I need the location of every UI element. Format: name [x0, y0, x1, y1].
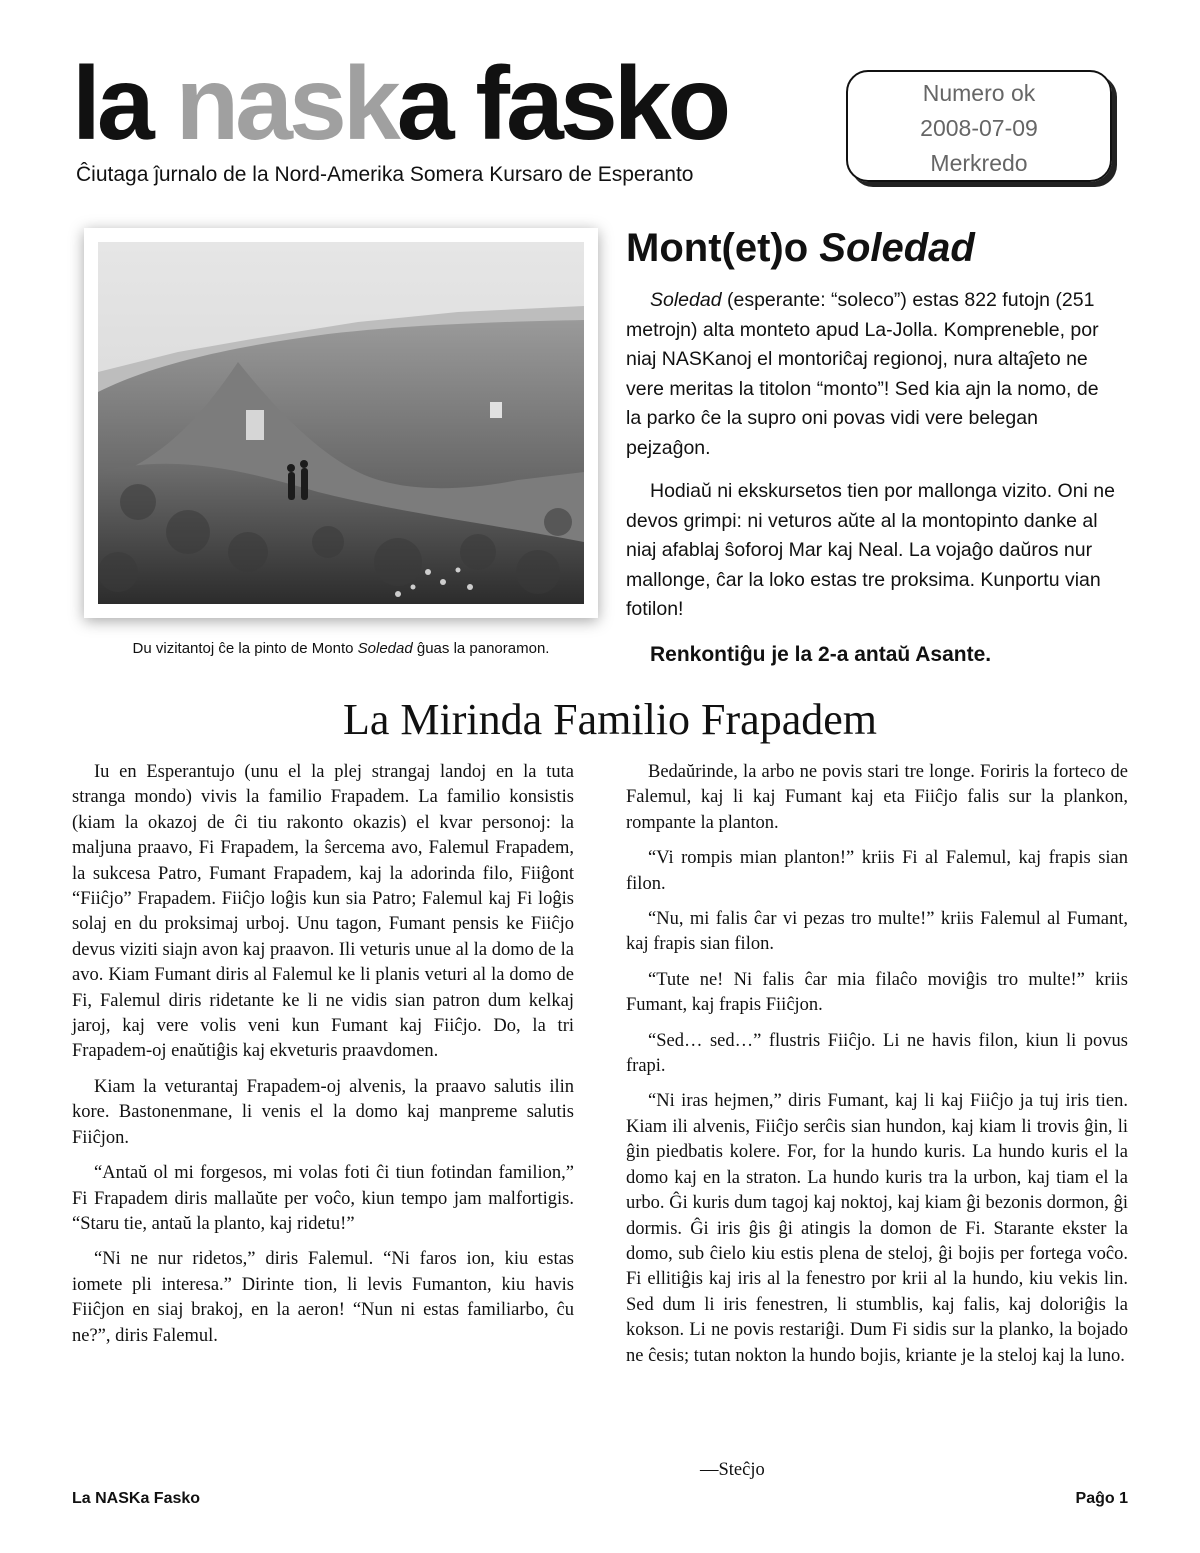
- right-paragraph: “Ni iras hejmen,” diris Fumant, kaj li kaj Fiiĉjo ja tuj iris tien. Kiam ili alvenis, Fiiĉjo serĉis sian hundon, kaj kiam li trovis ĝin, li ĝin piedbatis kolere. For, for la hundo kuris. La hundo kuris el la domo kaj en la straton. La hundo kuris tra la urbon, kaj tiam el la urbo. Ĝi kuris dum tagoj kaj noktoj, kaj kiam ĝi bezonis dormon, ĝi dormis. Ĝi iris ĝis ĝi atingis la domon de Fi. Starante ekster la domo, sub ĉielo kiu estis plena de steloj, ĝi bojis per fortega voĉo. Fi ellitiĝis kaj iris al la fenestro por krii al la hundo, kiu vekis lin. Sed dum li iris fenestren, li stumblis, kaj falis, kaj doloriĝis la kokson. Li ne povis restariĝi. Dum Fi sidis sur la planko, la bojado ne ĉesis; tutan nokton la hundo bojis, kriante je la steloj kaj la luno.: [626, 1091, 1128, 1366]
- right-paragraph: “Sed… sed…” flustris Fiiĉjo. Li ne havis filon, kiun li povus frapi.: [626, 1030, 1128, 1077]
- photo-caption-italic: Soledad: [357, 640, 413, 657]
- photo-caption-part2: ĝuas la panoramon.: [412, 640, 550, 657]
- top-article-paragraph-2: Hodiaŭ ni ekskursetos tien por mallonga vizito. Oni ne devos grimpi: ni veturos aŭte al la montopinto danke al niaj afablaj ŝoforoj Mar kaj Neal. La vojaĝo daŭros nur mallonge, ĉar la loko estas tre proksima. Kunportu vian fotilon!: [626, 480, 1115, 620]
- photo-frame: [84, 228, 598, 618]
- meeting-notice: Renkontiĝu je la 2-a antaŭ Asante.: [650, 643, 992, 666]
- article-signature: —Steĉjo: [700, 1460, 765, 1480]
- right-paragraph: Bedaŭrinde, la arbo ne povis stari tre longe. Foriris la forteco de Falemul, kaj li kaj Fumant kaj eta Fiiĉjo falis sur la plankon, rompante la planton.: [626, 762, 1128, 833]
- photo-caption-part1: Du vizitantoj ĉe la pinto de Monto: [132, 640, 358, 657]
- masthead-subtitle: Ĉiutaga ĵurnalo de la Nord-Amerika Somera Kursaro de Esperanto: [76, 163, 694, 186]
- footer-publication-name: La NASKa Fasko: [72, 1490, 201, 1507]
- main-article-left-column: [72, 760, 574, 1359]
- issue-weekday: Merkredo: [930, 150, 1028, 176]
- masthead-title: [72, 46, 728, 162]
- issue-date: 2008-07-09: [920, 115, 1038, 141]
- top-article-headline: [626, 226, 975, 271]
- left-paragraph: “Ni ne nur ridetos,” diris Falemul. “Ni faros ion, kiu estas iomete pli interesa.” Dirinte tion, li levis Fumanton, kiu havis Fiiĉjon en siaj brakoj, en la aeron! “Nun ni estas familiarbo, ĉu ne?”, diris Falemul.: [72, 1249, 574, 1346]
- top-article-p1-rest: (esperante: “soleco”) estas 822 futojn (251 metrojn) alta monteto apud La-Jolla. Kompreneble, por niaj NASKanoj el montoriĉaj regionoj, nura altaĵeto ne vere meritas la titolon “monto”! Sed kia ajn la nomo, de la parko ĉe la supro oni povas vidi vere belegan pejzaĝon.: [626, 289, 1099, 459]
- main-article-headline: La Mirinda Familio Frapadem: [343, 695, 877, 744]
- main-article-right-column: [626, 760, 1128, 1379]
- masthead-title-grey: nask: [175, 46, 397, 162]
- right-paragraph: “Vi rompis mian planton!” kriis Fi al Falemul, kaj frapis sian filon.: [626, 848, 1128, 894]
- masthead-title-part3: a fasko: [396, 46, 728, 162]
- landscape-photo: [98, 242, 584, 604]
- top-article-paragraph-1: [626, 286, 1116, 463]
- right-paragraph: “Tute ne! Ni falis ĉar mia filaĉo moviĝis tro multe!” kriis Fumant, kaj frapis Fiiĉjon.: [626, 969, 1128, 1016]
- masthead-title-part1: la: [72, 46, 176, 162]
- top-headline-part1: Mont(et)o: [626, 226, 820, 270]
- issue-number: Numero ok: [922, 80, 1036, 106]
- top-headline-italic: Soledad: [819, 226, 975, 270]
- top-article-body: [626, 286, 1116, 639]
- left-paragraph: “Antaŭ ol mi forgesos, mi volas foti ĉi tiun fotindan familion,” Fi Frapadem diris mallaŭte per voĉo, kiun tempo jam malfortigis. “Staru tie, antaŭ la planto, kaj ridetu!”: [72, 1163, 574, 1234]
- photo-caption: [84, 640, 598, 657]
- top-article-p1-italic: Soledad: [650, 289, 722, 311]
- issue-box: [846, 70, 1112, 182]
- footer-page-number: Paĝo 1: [1075, 1490, 1128, 1507]
- right-paragraph: “Nu, mi falis ĉar vi pezas tro multe!” kriis Falemul al Fumant, kaj frapis sian filon.: [626, 909, 1128, 955]
- left-paragraph: Iu en Esperantujo (unu el la plej strangaj landoj en la tuta stranga mondo) vivis la familio Frapadem. La familio konsistis (kiam la okazoj de ĉi tiu rakonto okazis) el kvar personoj: la maljuna praavo, Fi Frapadem, la ŝercema avo, Falemul Frapadem, la sukcesa Patro, Fumant Frapadem, kaj la adorinda filo, Fiiĝont “Fiiĉjo” Frapadem. Fiiĉjo loĝis kun sia Patro; Falemul kaj Fi loĝis solaj en du proksimaj urboj. Unu tagon, Fumant pensis ke Fiiĉjo devus viziti siajn avon kaj praavon. Ili veturis unue al la domo de la avo. Kiam Fumant diris al Falemul ke li planis veturi al la domo de Fi, Falemul diris ridetante ke li ne vidis sian patron dum kelkaj jaroj, kaj vere volis veni kun Fumant kaj Fiiĉjo. Do, la tri Frapadem-oj enaŭtiĝis kaj ekveturis praavdomen.: [72, 762, 574, 1062]
- left-paragraph: Kiam la veturantaj Frapadem-oj alvenis, la praavo salutis ilin kore. Bastonenmane, li venis el la domo kaj manpreme salutis Fiiĉjon.: [72, 1076, 574, 1148]
